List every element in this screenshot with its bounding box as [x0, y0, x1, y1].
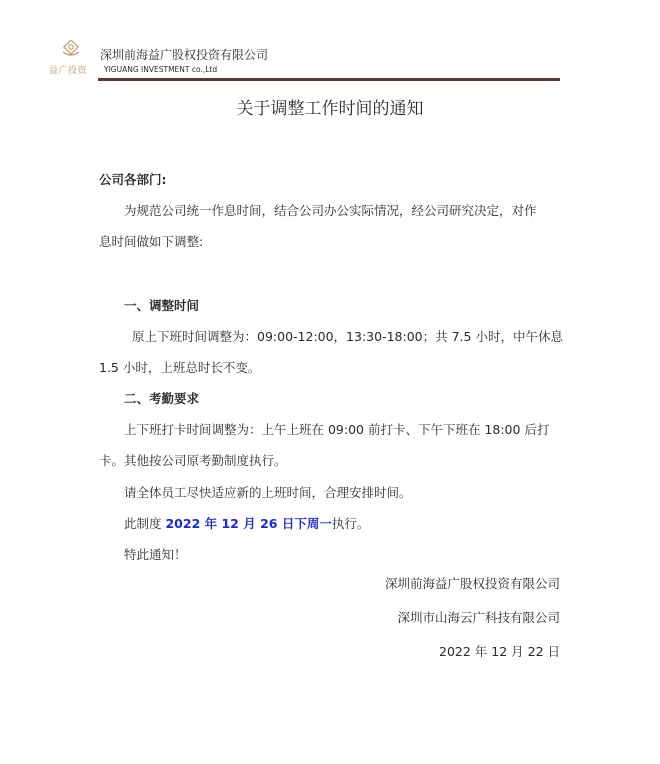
- effective-date-line: [124, 514, 369, 532]
- section-1-line-1: 原上下班时间调整为：09:00-12:00，13:30-18:00；共 7.5 小时，中午休息: [132, 329, 563, 344]
- logo-text: 益广投资: [49, 66, 88, 76]
- header-company-english: YIGUANG INVESTMENT co.,Ltd: [104, 65, 218, 74]
- header-divider: [98, 78, 560, 81]
- section-1-heading: 一、调整时间: [124, 298, 200, 313]
- page-title: 关于调整工作时间的通知: [236, 99, 424, 119]
- effective-prefix: 此制度: [124, 516, 166, 531]
- section-2-heading: 二、考勤要求: [124, 391, 200, 406]
- closing-line: 特此通知！: [124, 547, 187, 562]
- signature-date: 2022 年 12 月 22 日: [439, 644, 560, 659]
- section-2-line-1: 上下班打卡时间调整为：上午上班在 09:00 前打卡、下午下班在 18:00 后打: [124, 422, 550, 437]
- salutation: 公司各部门:: [99, 172, 167, 187]
- signature-company-2: 深圳市山海云广科技有限公司: [397, 610, 560, 625]
- notice-line-1: 请全体员工尽快适应新的上班时间，合理安排时间。: [124, 485, 412, 500]
- effective-suffix: 执行。: [331, 516, 370, 531]
- intro-line-2: 息时间做如下调整:: [99, 234, 204, 249]
- intro-line-1: 为规范公司统一作息时间，结合公司办公实际情况，经公司研究决定，对作: [124, 203, 537, 218]
- header-company-name: 深圳前海益广股权投资有限公司: [100, 48, 269, 62]
- signature-company-1: 深圳前海益广股权投资有限公司: [384, 576, 560, 591]
- section-1-line-2: 1.5 小时，上班总时长不变。: [99, 360, 261, 375]
- section-2-line-2: 卡。其他按公司原考勤制度执行。: [99, 453, 287, 468]
- effective-date: 2022 年 12 月 26 日下周一: [165, 516, 332, 531]
